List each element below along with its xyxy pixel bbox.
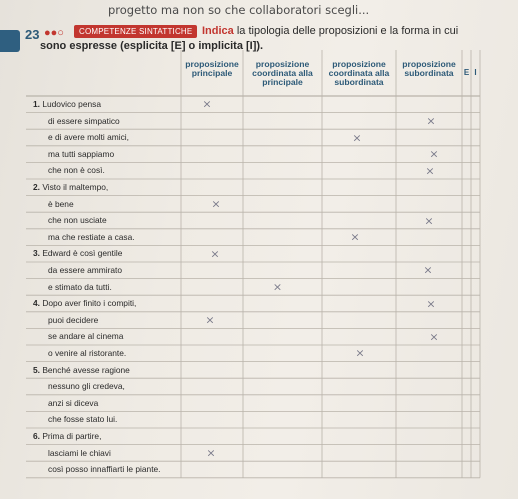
pencil-x-mark: × [205, 313, 215, 327]
pencil-x-mark: × [206, 446, 216, 460]
table-row-label [33, 431, 101, 442]
row-text: che fosse stato lui. [48, 414, 118, 425]
header-subordinata: proposizione subordinata [402, 59, 456, 78]
pencil-x-mark: × [211, 197, 221, 211]
pencil-x-mark: × [202, 97, 212, 111]
table-row-label [33, 298, 136, 309]
pencil-x-mark: × [429, 330, 439, 344]
table-row-label [48, 315, 98, 326]
table-row-label [48, 132, 129, 143]
row-text: Ludovico pensa [42, 99, 101, 109]
row-text: se andare al cinema [48, 331, 124, 342]
row-text: anzi si diceva [48, 397, 99, 408]
pencil-x-mark: × [352, 131, 362, 144]
row-number: 1. [33, 99, 43, 109]
row-text: Benché avesse ragione [42, 364, 130, 375]
pencil-x-mark: × [210, 247, 220, 261]
row-number: 6. [33, 431, 43, 441]
exercise-instruction-line2: sono espresse (esplicita [E] o implicita [I]). [40, 40, 264, 52]
row-text: da essere ammirato [48, 265, 123, 275]
row-number: 4. [33, 298, 43, 309]
table-row-label [48, 381, 125, 392]
row-text: Dopo aver finito i compiti, [42, 298, 137, 309]
table-row-label [48, 464, 161, 475]
header-coord-subordinata: proposizione coordinata alla subordinata [328, 59, 390, 87]
table-row-label [33, 182, 108, 193]
table-row-label [48, 116, 120, 127]
header-principale: proposizione principale [185, 59, 239, 78]
row-text: Prima di partire, [42, 431, 102, 441]
competence-badge: COMPETENZE SINTATTICHE [74, 25, 197, 38]
row-text: così posso innaffiarti le piante. [48, 464, 161, 475]
header-coord-principale: proposizione coordinata alla principale [252, 59, 313, 87]
table-row-label [33, 99, 101, 110]
table-row-label [48, 448, 111, 459]
row-text: che non usciate [48, 215, 107, 226]
table-row-label [48, 265, 122, 276]
table-row-label [48, 232, 135, 243]
pencil-x-mark: × [355, 346, 365, 360]
pencil-x-mark: × [350, 230, 360, 244]
row-number: 5. [33, 364, 43, 375]
pencil-x-mark: × [272, 280, 283, 294]
table-row-label [48, 282, 112, 293]
instruction-verb: Indica [202, 25, 234, 37]
pencil-x-mark: × [426, 297, 436, 310]
table-row-label [48, 215, 107, 226]
table-row-label [48, 348, 126, 359]
table-row-label [48, 149, 114, 160]
row-text: Visto il maltempo, [42, 182, 109, 192]
table-row-label [48, 331, 123, 342]
pencil-x-mark: × [429, 147, 439, 161]
row-text: Edward è così gentile [42, 248, 123, 259]
pencil-x-mark: × [425, 164, 435, 178]
row-number: 3. [33, 248, 43, 259]
header-esplicita: E [463, 68, 470, 77]
table-row-label [48, 414, 117, 425]
table-row-label [33, 248, 122, 259]
exercise-number: 23 [25, 27, 40, 42]
row-text: o venire al ristorante. [48, 348, 127, 358]
difficulty-dots: ●●○ [44, 27, 64, 39]
row-text: ma tutti sappiamo [48, 148, 115, 159]
row-text: è bene [48, 198, 74, 209]
header-implicita: I [474, 68, 477, 77]
instruction-text: la tipologia delle proposizioni e la forma in cui [233, 25, 459, 37]
row-text: e stimato da tutti. [48, 281, 112, 292]
row-text: puoi decidere [48, 314, 99, 325]
row-text: che non è così. [48, 165, 105, 176]
table-row-label [48, 398, 98, 409]
pencil-x-mark: × [426, 114, 436, 128]
pencil-x-mark: × [424, 214, 434, 227]
row-text: nessuno gli credeva, [48, 381, 125, 392]
table-row-label [33, 365, 130, 376]
pencil-x-mark: × [423, 263, 433, 277]
row-text: di essere simpatico [48, 115, 120, 126]
row-text: lasciami le chiavi [48, 447, 111, 458]
table-row-label [48, 199, 74, 210]
row-number: 2. [33, 182, 43, 192]
table-row-label [48, 165, 105, 176]
row-text: e di avere molti amici, [48, 132, 129, 143]
previous-text-line: progetto ma non so che collaboratori scegli... [108, 3, 370, 17]
row-text: ma che restiate a casa. [48, 231, 135, 242]
